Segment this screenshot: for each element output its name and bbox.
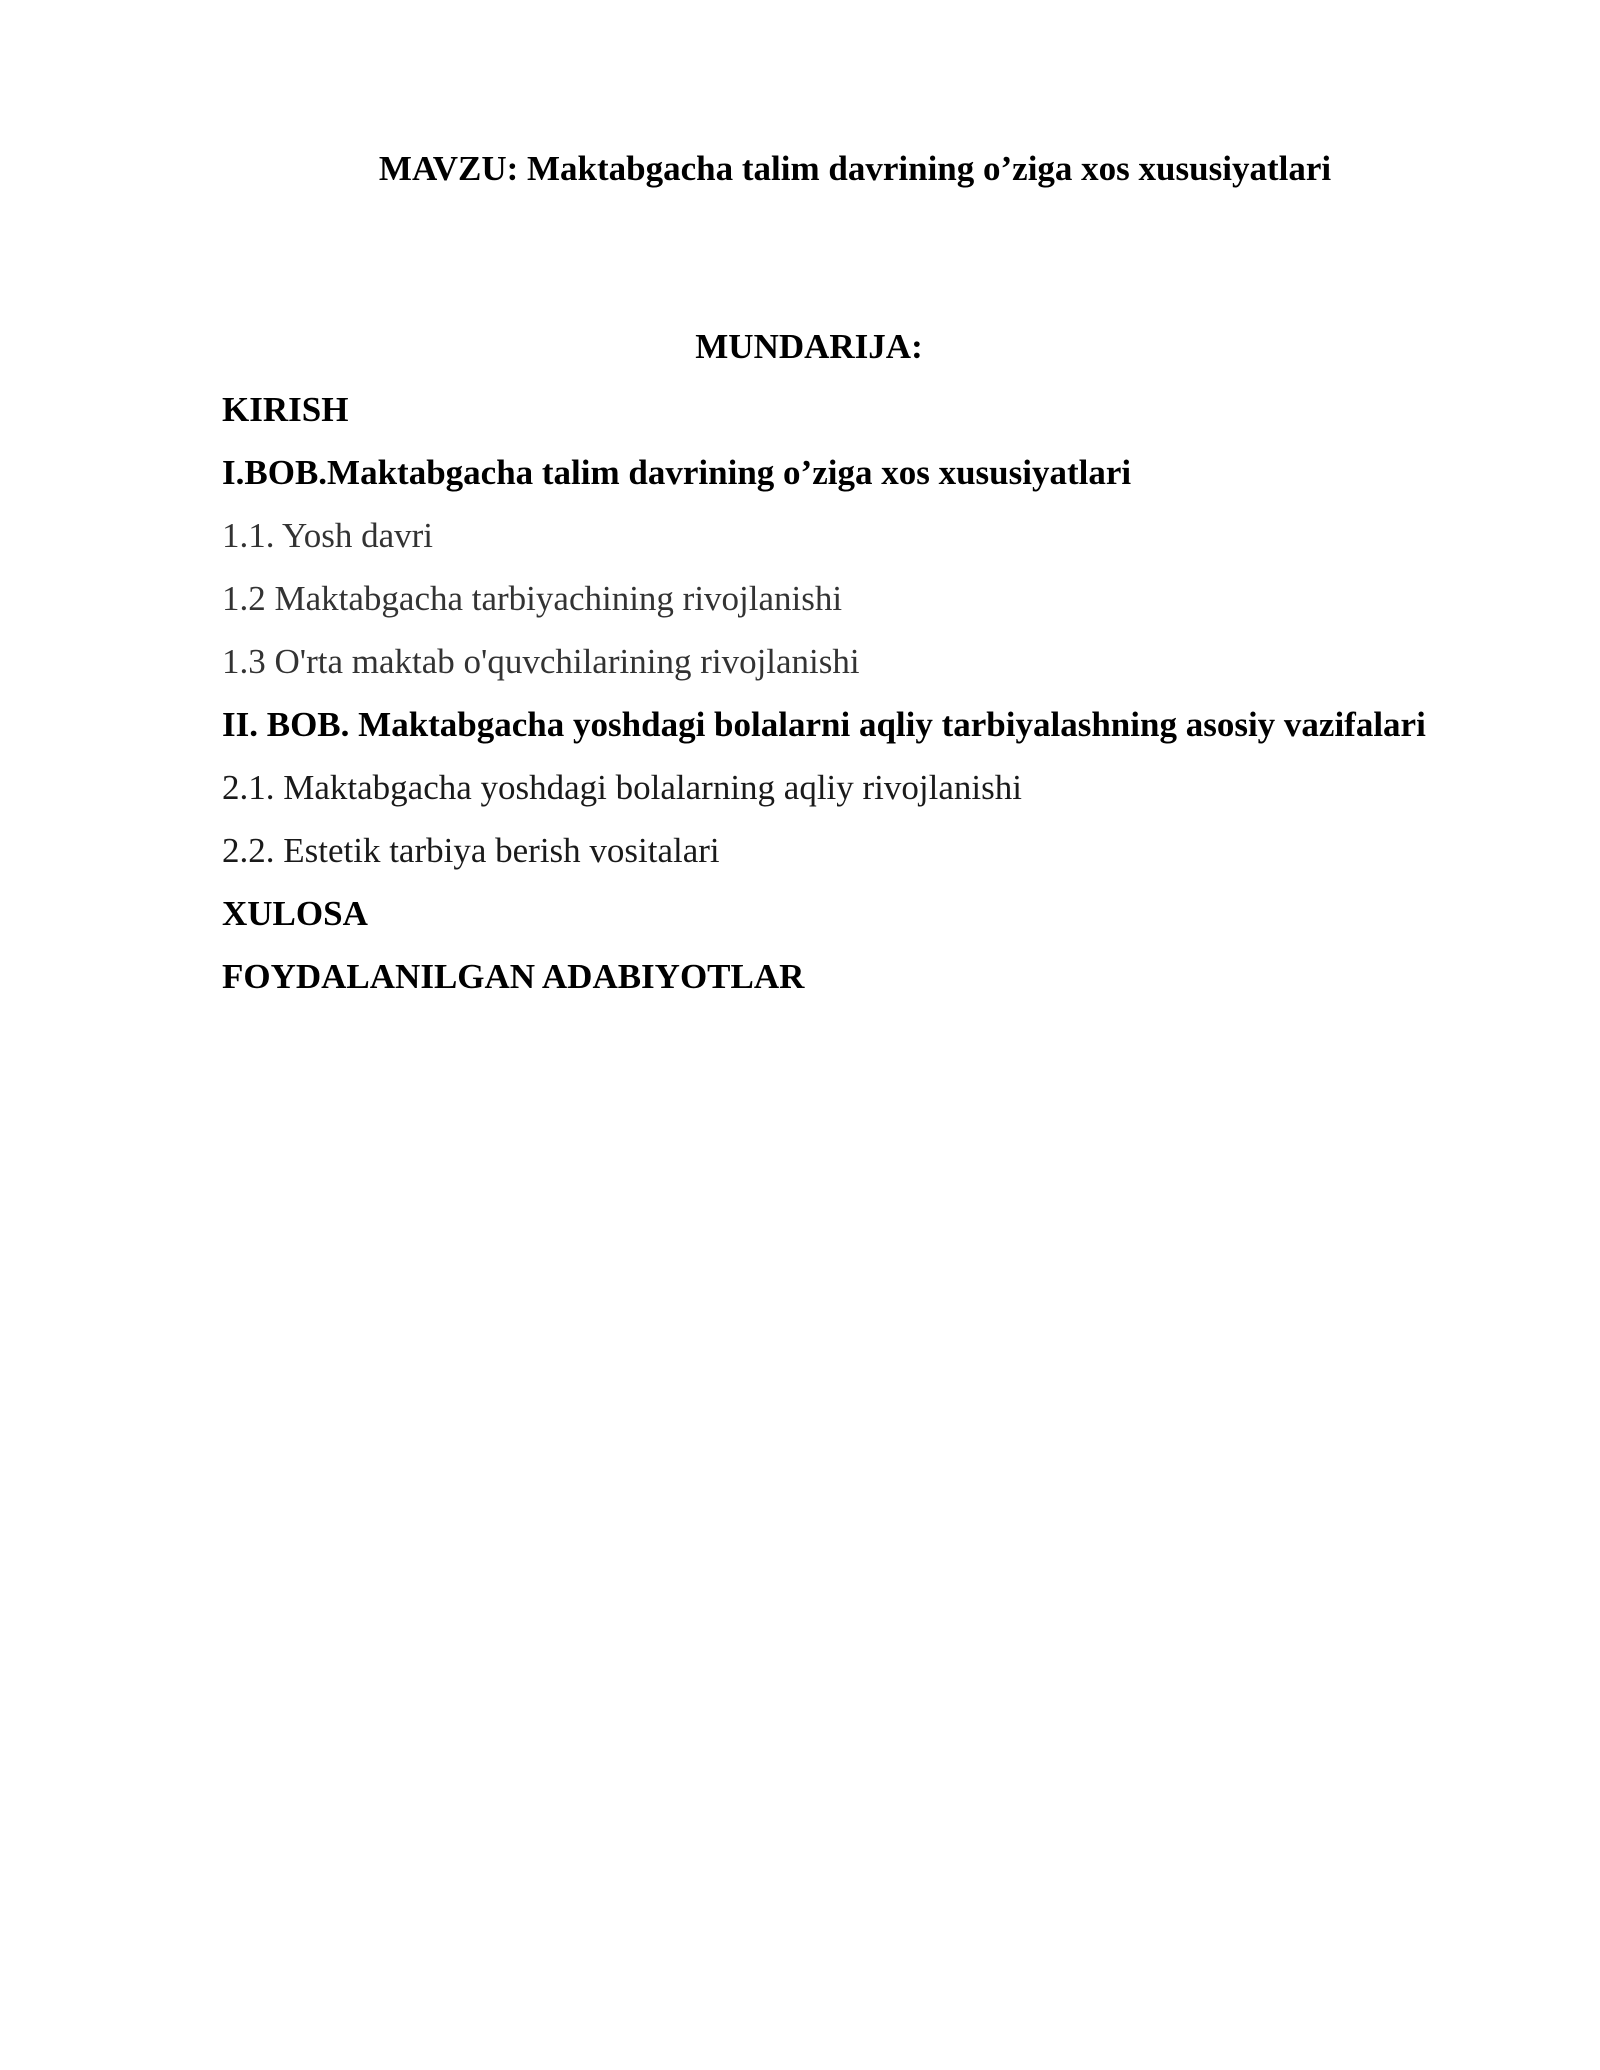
toc-item-section-1-3: 1.3 O'rta maktab o'quvchilarining rivojlanishi — [222, 642, 860, 681]
table-of-contents — [222, 388, 1582, 1018]
toc-item-chapter-1: I.BOB.Maktabgacha talim davrining o’ziga xos xususiyatlari — [222, 453, 1132, 492]
document-title: MAVZU: Maktabgacha talim davrining o’ziga xos xususiyatlari — [378, 149, 1332, 188]
toc-item-chapter-2: II. BOB. Maktabgacha yoshdagi bolalarni aqliy tarbiyalashning asosiy vazifalari — [222, 705, 1426, 744]
toc-item-section-1-1: 1.1. Yosh davri — [222, 516, 434, 555]
toc-heading: MUNDARIJA: — [695, 327, 923, 366]
toc-item-section-1-2: 1.2 Maktabgacha tarbiyachining rivojlanishi — [222, 579, 843, 618]
toc-item-conclusion: XULOSA — [222, 894, 368, 933]
toc-item-section-2-2: 2.2. Estetik tarbiya berish vositalari — [222, 831, 720, 870]
toc-item-introduction: KIRISH — [222, 390, 349, 429]
toc-item-section-2-1: 2.1. Maktabgacha yoshdagi bolalarning aqliy rivojlanishi — [222, 768, 1022, 807]
toc-item-references: FOYDALANILGAN ADABIYOTLAR — [222, 957, 805, 996]
